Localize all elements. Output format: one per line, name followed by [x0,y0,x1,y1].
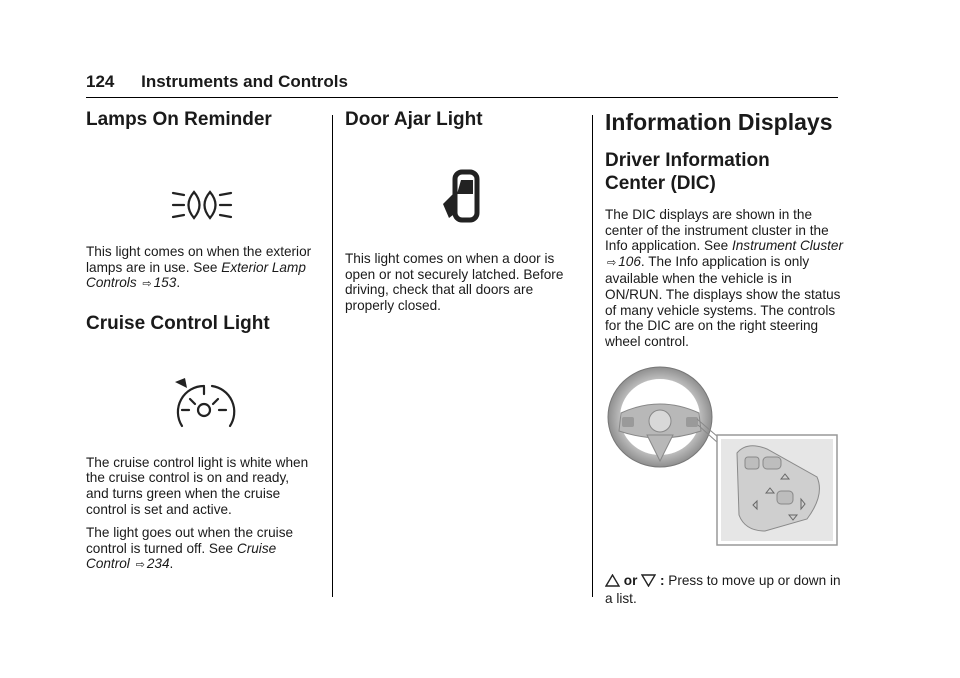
cruise-heading: Cruise Control Light [86,312,270,334]
column-left [86,108,314,574]
cruise-body-2 [86,525,314,574]
page-header [86,72,348,92]
cruise-end: . [169,556,174,572]
dic-heading-line2: Center (DIC) [605,173,716,194]
page-ref-arrow-icon: ⇨ [142,278,152,291]
page-ref-arrow-icon: ⇨ [135,559,145,572]
section-title: Instruments and Controls [141,72,348,91]
controls-colon: : [659,573,665,589]
dic-ref[interactable]: Instrument Cluster [731,238,844,254]
controls-description: Press to move up or down in a list. [605,573,841,606]
cruise-body-1: The cruise control light is white when the cruise control is on and ready, and turns green when the cruise control is set and active. [86,454,309,517]
header-rule [86,97,838,98]
lamps-body-text: This light comes on when the exterior lamps are in use. See [86,244,312,275]
cruise-body-2-text: The light goes out when the cruise control is turned off. See [86,525,294,556]
dic-ref-page[interactable]: 106 [618,253,641,269]
lamps-end: . [176,275,181,291]
page-ref-arrow-icon: ⇨ [607,256,617,269]
steering-wheel-controls-illustration [605,365,845,555]
column-middle [345,108,581,313]
lamps-ref[interactable]: Exterior Lamp Controls [86,259,306,291]
controls-or: or [623,573,638,589]
cruise-ref[interactable]: Cruise Control [86,540,277,572]
cruise-control-icon [86,336,314,433]
door-ajar-icon [345,132,581,232]
dic-body [605,207,845,349]
dic-controls-text [605,573,845,606]
lamps-body [86,244,314,293]
info-heading: Information Displays [605,109,833,135]
cruise-ref-page[interactable]: 234 [146,556,170,572]
dic-heading-line1: Driver Information [605,150,770,171]
exterior-lamps-icon [86,132,314,224]
column-right [605,108,845,607]
chevron-up-icon [605,574,620,591]
page-number: 124 [86,72,115,91]
chevron-down-icon [641,574,656,591]
column-divider [332,115,333,597]
door-body: This light comes on when a door is open or not securely latched. Before driving, check that all doors are properly closed. [345,251,564,313]
door-heading: Door Ajar Light [345,109,483,130]
dic-body-a: The DIC displays are shown in the center of the instrument cluster in the Info application. See [605,207,829,254]
lamps-heading: Lamps On Reminder [86,109,272,130]
dic-body-b: . The Info application is only available when the vehicle is in ON/RUN. The displays show the status of many vehicle systems. The controls for the DIC are on the right steering wheel control. [605,253,841,349]
column-divider [592,115,593,597]
lamps-ref-page[interactable]: 153 [153,275,177,291]
